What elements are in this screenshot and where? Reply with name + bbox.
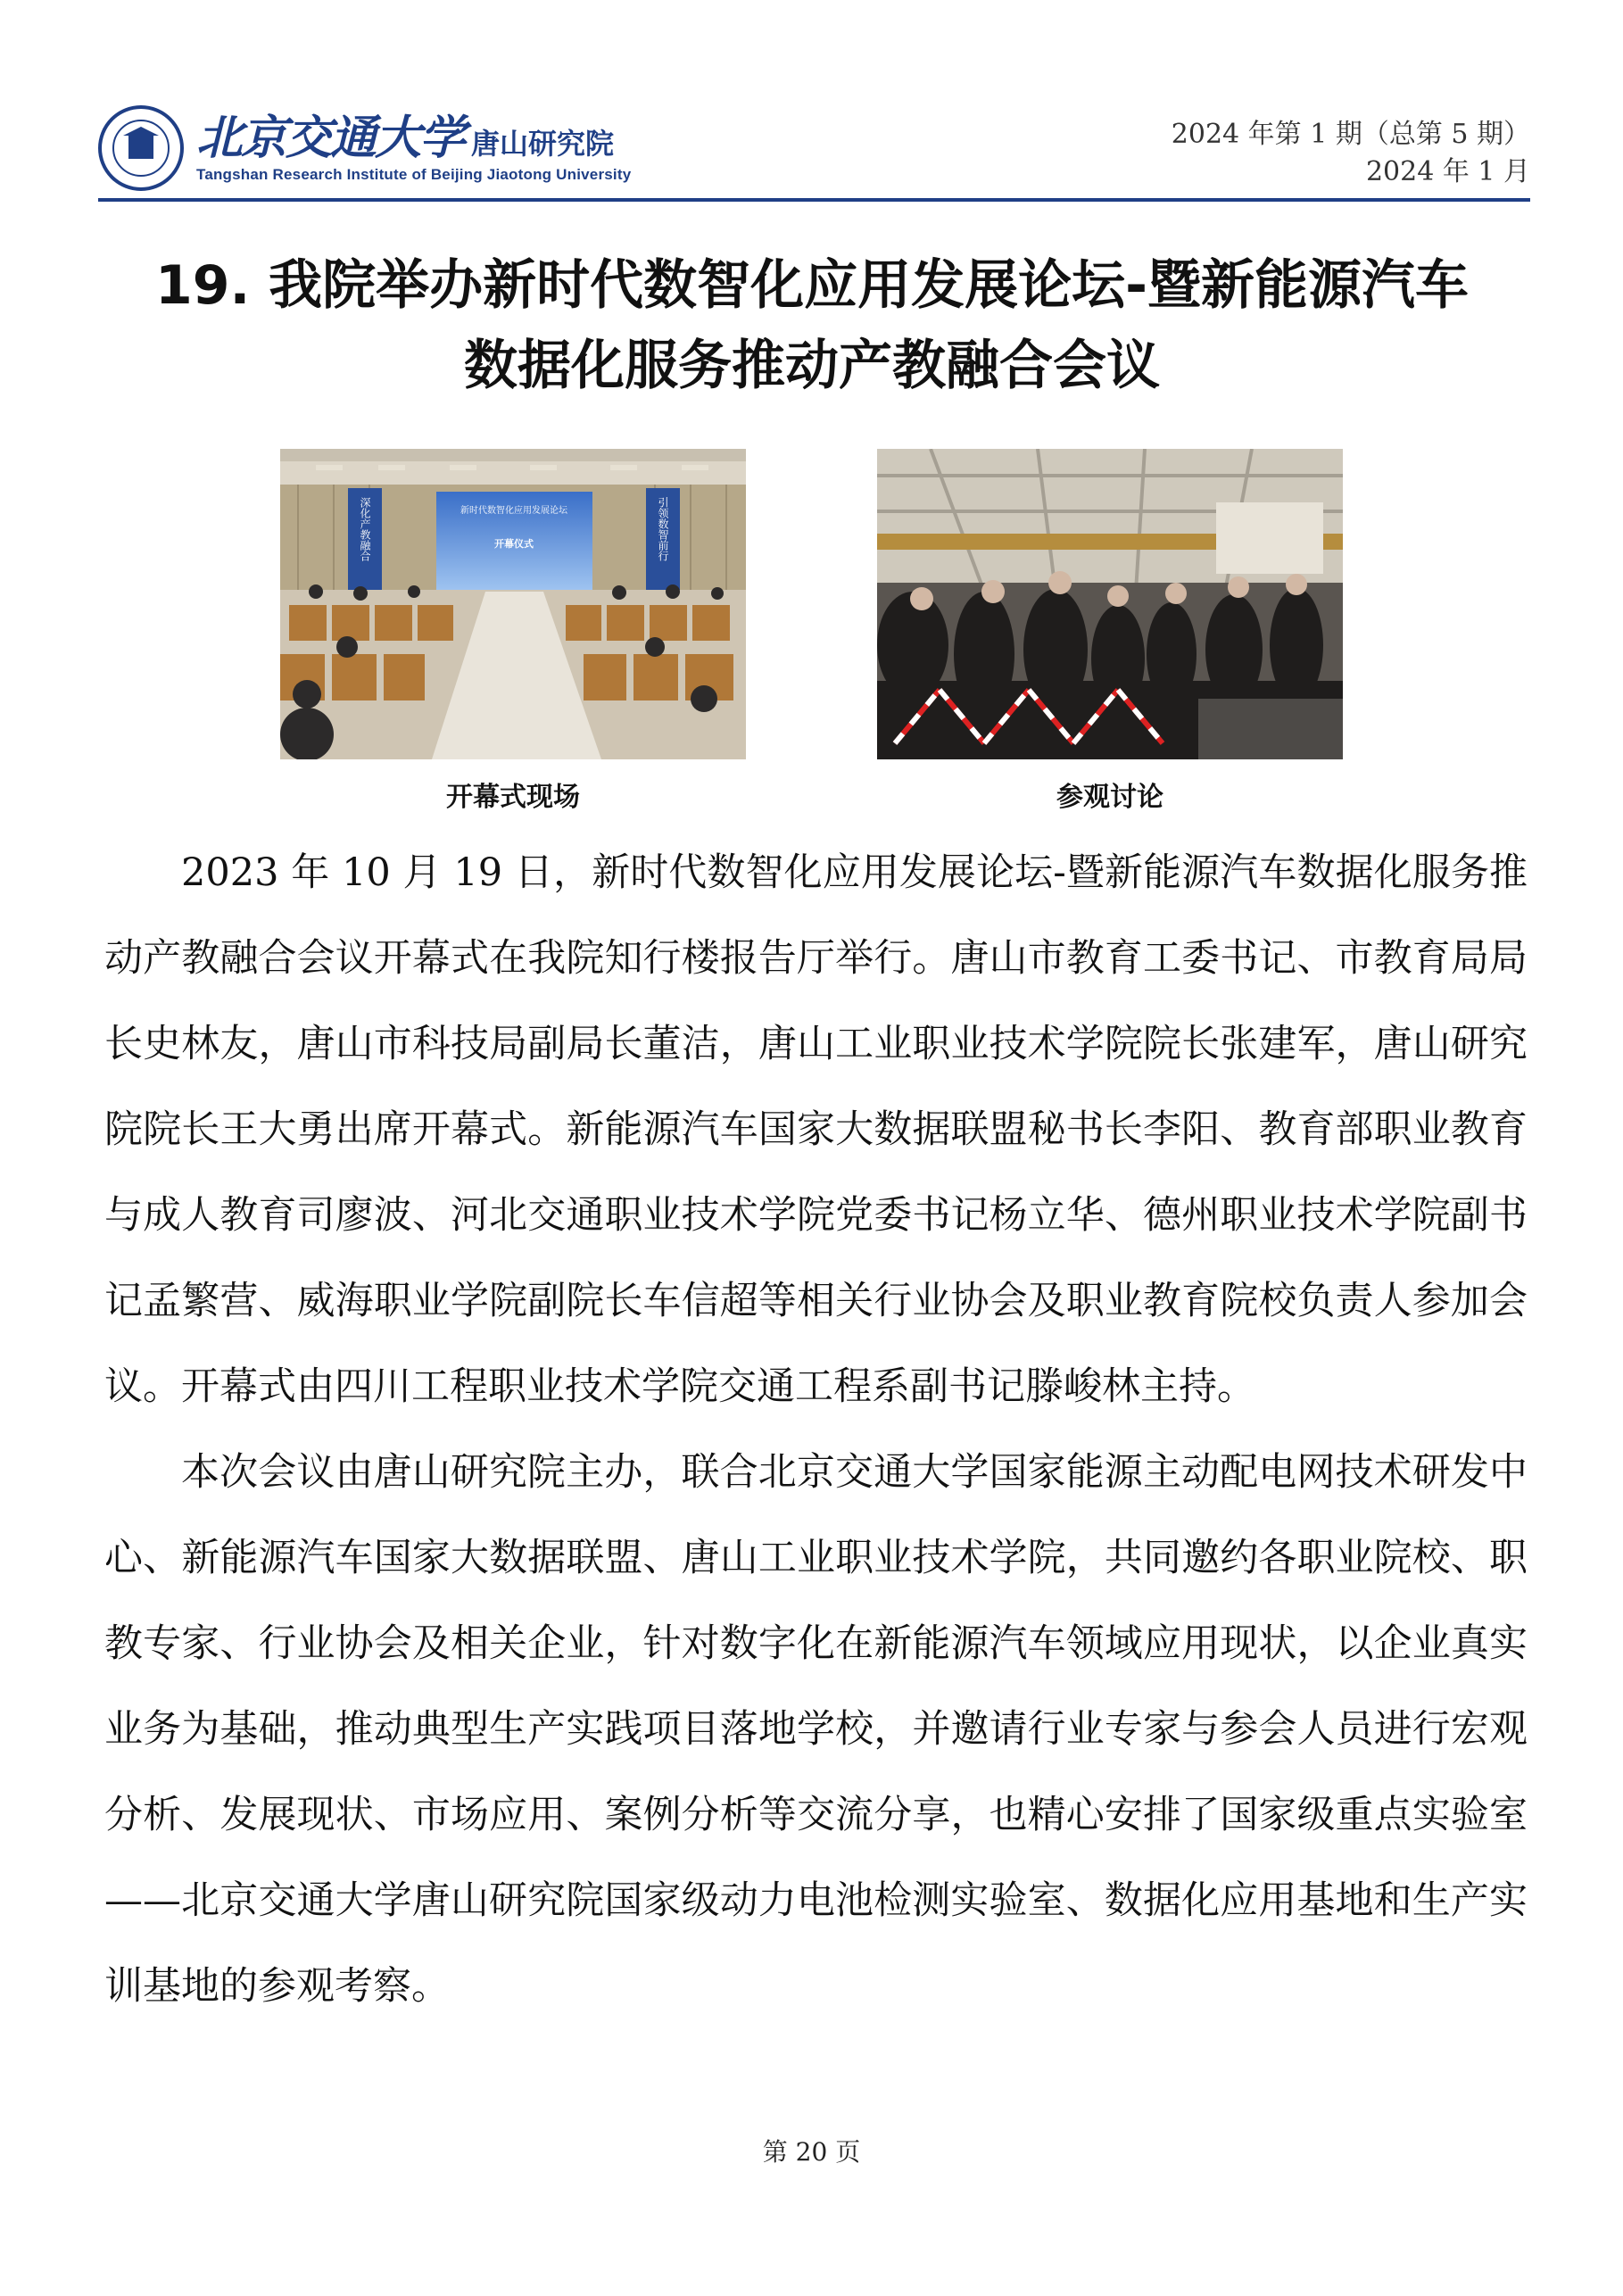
article-title-line2: 数据化服务推动产教融合会议 xyxy=(464,335,1160,397)
logo-english-name: Tangshan Research Institute of Beijing Jiaotong University xyxy=(196,166,632,183)
issue-date: 2024 年 1 月 xyxy=(1365,156,1530,187)
logo-institute-name: 唐山研究院 xyxy=(471,127,615,161)
article-title-line1: 19. 我院举办新时代数智化应用发展论坛-暨新能源汽车 xyxy=(154,254,1470,317)
university-seal-icon xyxy=(98,105,184,191)
issue-number: 2024 年第 1 期（总第 5 期） xyxy=(1171,119,1530,150)
screen-subtitle-text: 开幕仪式 xyxy=(494,538,534,550)
photo-opening-ceremony xyxy=(280,449,746,759)
page-number: 第 20 页 xyxy=(762,2137,861,2167)
page-header xyxy=(98,105,1530,202)
banner-left-text: 深化产教融合 xyxy=(359,497,371,561)
header-divider xyxy=(98,198,1530,202)
article-paragraph: 本次会议由唐山研究院主办，联合北京交通大学国家能源主动配电网技术研发中心、新能源汽车国家大数据联盟、唐山工业职业技术学院，共同邀约各职业院校、职教专家、行业协会及相关企业，针对数字化在新能源汽车领域应用现状，以企业真实业务为基础，推动典型生产实践项目落地学校，并邀请行业专家与参会人员进行宏观分析、发展现状、市场应用、案例分析等交流分享，也精心安排了国家级重点实验室——北京交通大学唐山研究院国家级动力电池检测实验室、数据化应用基地和生产实训基地的参观考察。 xyxy=(104,1450,1528,2009)
screen-title-text: 新时代数智化应用发展论坛 xyxy=(460,506,567,516)
article-paragraph: 2023 年 10 月 19 日，新时代数智化应用发展论坛-暨新能源汽车数据化服务推动产教融合会议开幕式在我院知行楼报告厅举行。唐山市教育工委书记、市教育局局长史林友，唐山市科技局副局长董洁，唐山工业职业技术学院院长张建军，唐山研究院院长王大勇出席开幕式。新能源汽车国家大数据联盟秘书长李阳、教育部职业教育与成人教育司廖波、河北交通职业技术学院党委书记杨立华、德州职业技术学院副书记孟繁营、威海职业学院副院长车信超等相关行业协会及职业教育院校负责人参加会议。开幕式由四川工程职业技术学院交通工程系副书记滕峻林主持。 xyxy=(104,850,1528,1409)
issue-info xyxy=(1172,116,1530,191)
photo-visit-discussion xyxy=(877,449,1343,759)
photo-caption-visit: 参观讨论 xyxy=(1056,782,1163,813)
banner-right-text: 引领数智前行 xyxy=(657,497,669,561)
logo-calligraphy: 北京交通大学 xyxy=(196,111,465,165)
article-title xyxy=(98,245,1526,406)
photo-caption-opening: 开幕式现场 xyxy=(446,782,580,813)
institute-logo xyxy=(98,105,631,191)
article-body xyxy=(104,830,1528,2029)
